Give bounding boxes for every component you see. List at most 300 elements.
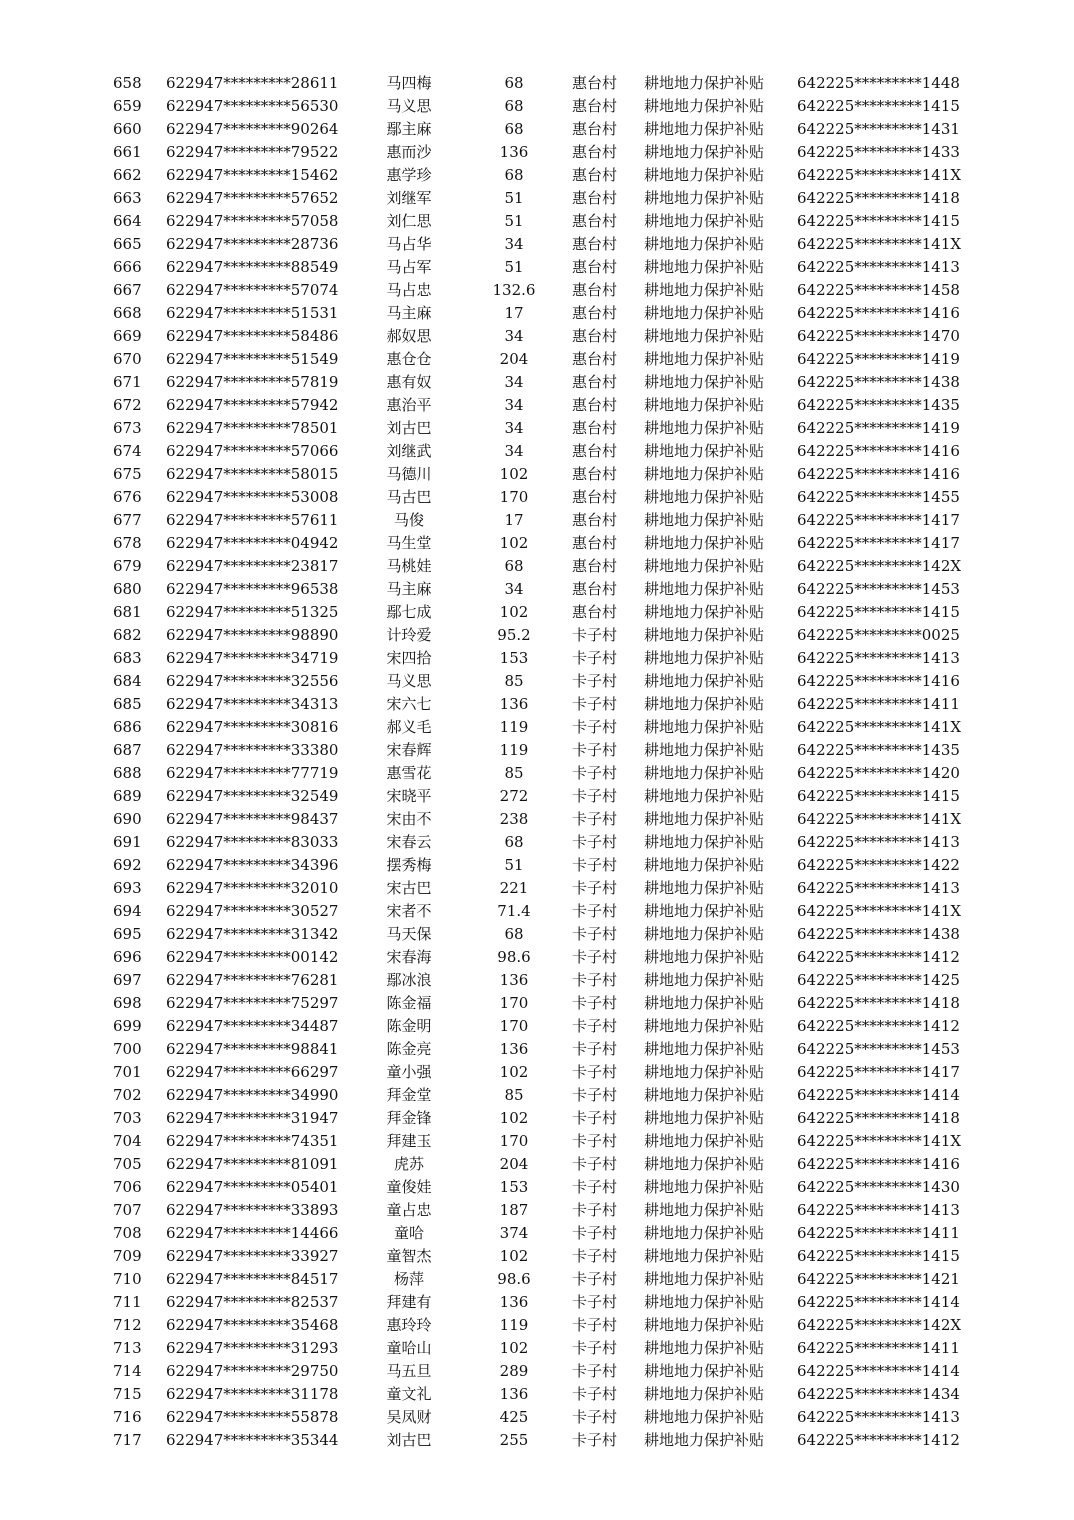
- bank-card-number: 622947*********57074: [166, 281, 339, 299]
- subsidy-amount: 85: [504, 764, 524, 782]
- table-row: [0, 992, 1074, 1015]
- table-row: [0, 463, 1074, 486]
- row-number: 705: [113, 1155, 142, 1173]
- subsidy-type: 耕地地力保护补贴: [644, 1247, 765, 1265]
- person-name: 刘继军: [386, 189, 432, 207]
- subsidy-type: 耕地地力保护补贴: [644, 787, 765, 805]
- subsidy-type: 耕地地力保护补贴: [644, 833, 765, 851]
- village-name: 惠台村: [572, 488, 618, 506]
- bank-card-number: 622947*********34396: [166, 856, 339, 874]
- subsidy-amount: 102: [499, 1339, 529, 1357]
- person-name: 陈金明: [386, 1017, 432, 1035]
- bank-card-number: 622947*********30527: [166, 902, 339, 920]
- id-number: 642225*********1418: [797, 994, 960, 1012]
- row-number: 678: [113, 534, 142, 552]
- id-number: 642225*********1422: [797, 856, 960, 874]
- person-name: 马占忠: [386, 281, 432, 299]
- village-name: 卡子村: [572, 1431, 618, 1449]
- village-name: 惠台村: [572, 281, 618, 299]
- table-row: [0, 164, 1074, 187]
- subsidy-type: 耕地地力保护补贴: [644, 1017, 765, 1035]
- bank-card-number: 622947*********34313: [166, 695, 339, 713]
- table-row: [0, 233, 1074, 256]
- subsidy-amount: 71.4: [497, 902, 531, 920]
- village-name: 卡子村: [572, 1385, 618, 1403]
- table-row: [0, 854, 1074, 877]
- row-number: 684: [113, 672, 142, 690]
- table-row: [0, 187, 1074, 210]
- person-name: 马生堂: [386, 534, 432, 552]
- person-name: 马义思: [386, 672, 432, 690]
- subsidy-type: 耕地地力保护补贴: [644, 534, 765, 552]
- row-number: 674: [113, 442, 142, 460]
- id-number: 642225*********1430: [797, 1178, 960, 1196]
- table-row: [0, 279, 1074, 302]
- bank-card-number: 622947*********35468: [166, 1316, 339, 1334]
- subsidy-type: 耕地地力保护补贴: [644, 948, 765, 966]
- person-name: 童哈山: [386, 1339, 432, 1357]
- subsidy-amount: 51: [504, 856, 524, 874]
- id-number: 642225*********1434: [797, 1385, 960, 1403]
- id-number: 642225*********142X: [797, 557, 962, 575]
- row-number: 717: [113, 1431, 142, 1449]
- person-name: 马天保: [386, 925, 432, 943]
- table-row: [0, 877, 1074, 900]
- subsidy-type: 耕地地力保护补贴: [644, 1339, 765, 1357]
- bank-card-number: 622947*********29750: [166, 1362, 339, 1380]
- bank-card-number: 622947*********74351: [166, 1132, 339, 1150]
- table-row: [0, 532, 1074, 555]
- id-number: 642225*********1418: [797, 189, 960, 207]
- bank-card-number: 622947*********31178: [166, 1385, 339, 1403]
- person-name: 拜金锋: [386, 1109, 432, 1127]
- row-number: 694: [113, 902, 142, 920]
- subsidy-type: 耕地地力保护补贴: [644, 603, 765, 621]
- bank-card-number: 622947*********51531: [166, 304, 339, 322]
- bank-card-number: 622947*********34990: [166, 1086, 339, 1104]
- table-row: [0, 95, 1074, 118]
- bank-card-number: 622947*********34487: [166, 1017, 339, 1035]
- person-name: 宋由不: [386, 810, 432, 828]
- subsidy-amount: 68: [504, 833, 524, 851]
- village-name: 惠台村: [572, 373, 618, 391]
- village-name: 卡子村: [572, 856, 618, 874]
- subsidy-type: 耕地地力保护补贴: [644, 396, 765, 414]
- subsidy-amount: 68: [504, 166, 524, 184]
- table-row: [0, 647, 1074, 670]
- id-number: 642225*********1415: [797, 603, 960, 621]
- village-name: 卡子村: [572, 925, 618, 943]
- table-row: [0, 1268, 1074, 1291]
- bank-card-number: 622947*********51325: [166, 603, 339, 621]
- subsidy-amount: 136: [499, 1040, 529, 1058]
- row-number: 660: [113, 120, 142, 138]
- village-name: 卡子村: [572, 1247, 618, 1265]
- bank-card-number: 622947*********55878: [166, 1408, 339, 1426]
- bank-card-number: 622947*********33893: [166, 1201, 339, 1219]
- bank-card-number: 622947*********57058: [166, 212, 339, 230]
- subsidy-amount: 102: [499, 1109, 529, 1127]
- person-name: 童哈: [393, 1224, 424, 1242]
- subsidy-type: 耕地地力保护补贴: [644, 764, 765, 782]
- village-name: 惠台村: [572, 143, 618, 161]
- bank-card-number: 622947*********57942: [166, 396, 339, 414]
- table-row: [0, 348, 1074, 371]
- village-name: 卡子村: [572, 971, 618, 989]
- person-name: 马主麻: [386, 304, 432, 322]
- bank-card-number: 622947*********35344: [166, 1431, 339, 1449]
- table-row: [0, 1222, 1074, 1245]
- village-name: 卡子村: [572, 1339, 618, 1357]
- bank-card-number: 622947*********30816: [166, 718, 339, 736]
- subsidy-type: 耕地地力保护补贴: [644, 373, 765, 391]
- row-number: 671: [113, 373, 142, 391]
- village-name: 惠台村: [572, 166, 618, 184]
- table-row: [0, 716, 1074, 739]
- village-name: 惠台村: [572, 212, 618, 230]
- subsidy-amount: 68: [504, 97, 524, 115]
- row-number: 659: [113, 97, 142, 115]
- table-row: [0, 1199, 1074, 1222]
- subsidy-type: 耕地地力保护补贴: [644, 74, 765, 92]
- id-number: 642225*********1411: [797, 695, 960, 713]
- subsidy-amount: 17: [504, 304, 524, 322]
- row-number: 696: [113, 948, 142, 966]
- row-number: 706: [113, 1178, 142, 1196]
- table-row: [0, 1291, 1074, 1314]
- id-number: 642225*********1411: [797, 1339, 960, 1357]
- table-row: [0, 808, 1074, 831]
- subsidy-table: [0, 72, 1074, 1452]
- row-number: 662: [113, 166, 142, 184]
- subsidy-type: 耕地地力保护补贴: [644, 212, 765, 230]
- id-number: 642225*********1414: [797, 1086, 960, 1104]
- bank-card-number: 622947*********66297: [166, 1063, 339, 1081]
- village-name: 卡子村: [572, 1017, 618, 1035]
- subsidy-amount: 85: [504, 1086, 524, 1104]
- subsidy-amount: 221: [499, 879, 529, 897]
- subsidy-amount: 170: [499, 994, 529, 1012]
- bank-card-number: 622947*********88549: [166, 258, 339, 276]
- bank-card-number: 622947*********04942: [166, 534, 339, 552]
- row-number: 702: [113, 1086, 142, 1104]
- subsidy-amount: 34: [504, 235, 524, 253]
- village-name: 惠台村: [572, 465, 618, 483]
- row-number: 697: [113, 971, 142, 989]
- village-name: 卡子村: [572, 902, 618, 920]
- row-number: 670: [113, 350, 142, 368]
- subsidy-type: 耕地地力保护补贴: [644, 120, 765, 138]
- person-name: 宋四拾: [386, 649, 432, 667]
- subsidy-type: 耕地地力保护补贴: [644, 1155, 765, 1173]
- table-row: [0, 486, 1074, 509]
- id-number: 642225*********1415: [797, 97, 960, 115]
- subsidy-type: 耕地地力保护补贴: [644, 1040, 765, 1058]
- table-row: [0, 739, 1074, 762]
- id-number: 642225*********1419: [797, 419, 960, 437]
- person-name: 宋春辉: [386, 741, 432, 759]
- row-number: 714: [113, 1362, 142, 1380]
- subsidy-amount: 98.6: [497, 1270, 531, 1288]
- subsidy-type: 耕地地力保护补贴: [644, 488, 765, 506]
- row-number: 691: [113, 833, 142, 851]
- person-name: 计玲爱: [386, 626, 432, 644]
- bank-card-number: 622947*********83033: [166, 833, 339, 851]
- person-name: 童智杰: [386, 1247, 432, 1265]
- row-number: 668: [113, 304, 142, 322]
- bank-card-number: 622947*********15462: [166, 166, 339, 184]
- village-name: 卡子村: [572, 1362, 618, 1380]
- person-name: 宋春云: [386, 833, 432, 851]
- subsidy-amount: 34: [504, 419, 524, 437]
- row-number: 701: [113, 1063, 142, 1081]
- subsidy-type: 耕地地力保护补贴: [644, 281, 765, 299]
- person-name: 惠而沙: [386, 143, 432, 161]
- village-name: 卡子村: [572, 787, 618, 805]
- subsidy-amount: 187: [499, 1201, 529, 1219]
- subsidy-type: 耕地地力保护补贴: [644, 879, 765, 897]
- table-row: [0, 1337, 1074, 1360]
- person-name: 鄢主麻: [386, 120, 432, 138]
- id-number: 642225*********1412: [797, 1431, 960, 1449]
- row-number: 661: [113, 143, 142, 161]
- person-name: 惠有奴: [386, 373, 432, 391]
- id-number: 642225*********1431: [797, 120, 960, 138]
- row-number: 709: [113, 1247, 142, 1265]
- subsidy-amount: 136: [499, 1293, 529, 1311]
- person-name: 宋者不: [386, 902, 432, 920]
- village-name: 惠台村: [572, 97, 618, 115]
- row-number: 669: [113, 327, 142, 345]
- bank-card-number: 622947*********14466: [166, 1224, 339, 1242]
- person-name: 刘仁思: [386, 212, 432, 230]
- subsidy-amount: 136: [499, 695, 529, 713]
- row-number: 681: [113, 603, 142, 621]
- table-row: [0, 1314, 1074, 1337]
- row-number: 683: [113, 649, 142, 667]
- row-number: 664: [113, 212, 142, 230]
- person-name: 摆秀梅: [386, 856, 432, 874]
- table-row: [0, 417, 1074, 440]
- subsidy-type: 耕地地力保护补贴: [644, 166, 765, 184]
- subsidy-type: 耕地地力保护补贴: [644, 971, 765, 989]
- bank-card-number: 622947*********53008: [166, 488, 339, 506]
- subsidy-type: 耕地地力保护补贴: [644, 327, 765, 345]
- village-name: 卡子村: [572, 1086, 618, 1104]
- village-name: 卡子村: [572, 1293, 618, 1311]
- row-number: 700: [113, 1040, 142, 1058]
- id-number: 642225*********1413: [797, 879, 960, 897]
- subsidy-type: 耕地地力保护补贴: [644, 1178, 765, 1196]
- subsidy-type: 耕地地力保护补贴: [644, 1201, 765, 1219]
- id-number: 642225*********1458: [797, 281, 960, 299]
- person-name: 马主麻: [386, 580, 432, 598]
- bank-card-number: 622947*********98437: [166, 810, 339, 828]
- subsidy-type: 耕地地力保护补贴: [644, 1362, 765, 1380]
- person-name: 童小强: [386, 1063, 432, 1081]
- table-row: [0, 1406, 1074, 1429]
- table-row: [0, 601, 1074, 624]
- village-name: 惠台村: [572, 258, 618, 276]
- table-row: [0, 141, 1074, 164]
- table-row: [0, 210, 1074, 233]
- subsidy-amount: 102: [499, 465, 529, 483]
- subsidy-amount: 119: [499, 718, 529, 736]
- village-name: 惠台村: [572, 603, 618, 621]
- row-number: 666: [113, 258, 142, 276]
- id-number: 642225*********141X: [797, 166, 962, 184]
- table-row: [0, 1130, 1074, 1153]
- person-name: 虎苏: [393, 1155, 424, 1173]
- row-number: 692: [113, 856, 142, 874]
- person-name: 惠治平: [386, 396, 432, 414]
- table-row: [0, 509, 1074, 532]
- row-number: 711: [113, 1293, 142, 1311]
- bank-card-number: 622947*********23817: [166, 557, 339, 575]
- table-row: [0, 302, 1074, 325]
- bank-card-number: 622947*********75297: [166, 994, 339, 1012]
- row-number: 699: [113, 1017, 142, 1035]
- person-name: 郝奴思: [386, 327, 432, 345]
- subsidy-type: 耕地地力保护补贴: [644, 925, 765, 943]
- subsidy-type: 耕地地力保护补贴: [644, 672, 765, 690]
- bank-card-number: 622947*********98841: [166, 1040, 339, 1058]
- id-number: 642225*********1448: [797, 74, 960, 92]
- subsidy-amount: 170: [499, 1017, 529, 1035]
- person-name: 宋晓平: [386, 787, 432, 805]
- village-name: 惠台村: [572, 396, 618, 414]
- village-name: 卡子村: [572, 1155, 618, 1173]
- village-name: 惠台村: [572, 580, 618, 598]
- row-number: 698: [113, 994, 142, 1012]
- person-name: 马四梅: [386, 74, 432, 92]
- id-number: 642225*********1438: [797, 925, 960, 943]
- village-name: 惠台村: [572, 327, 618, 345]
- table-row: [0, 762, 1074, 785]
- bank-card-number: 622947*********57652: [166, 189, 339, 207]
- subsidy-amount: 102: [499, 534, 529, 552]
- subsidy-amount: 136: [499, 971, 529, 989]
- id-number: 642225*********141X: [797, 718, 962, 736]
- bank-card-number: 622947*********82537: [166, 1293, 339, 1311]
- subsidy-type: 耕地地力保护补贴: [644, 1431, 765, 1449]
- person-name: 童占忠: [386, 1201, 432, 1219]
- subsidy-amount: 170: [499, 488, 529, 506]
- table-row: [0, 1429, 1074, 1452]
- id-number: 642225*********1413: [797, 1201, 960, 1219]
- person-name: 吴凤财: [386, 1408, 432, 1426]
- subsidy-amount: 68: [504, 120, 524, 138]
- bank-card-number: 622947*********57066: [166, 442, 339, 460]
- person-name: 马占军: [386, 258, 432, 276]
- subsidy-type: 耕地地力保护补贴: [644, 350, 765, 368]
- row-number: 673: [113, 419, 142, 437]
- row-number: 658: [113, 74, 142, 92]
- id-number: 642225*********1438: [797, 373, 960, 391]
- id-number: 642225*********1416: [797, 672, 960, 690]
- person-name: 宋春海: [386, 948, 432, 966]
- subsidy-type: 耕地地力保护补贴: [644, 695, 765, 713]
- person-name: 陈金亮: [386, 1040, 432, 1058]
- id-number: 642225*********1435: [797, 396, 960, 414]
- id-number: 642225*********1416: [797, 304, 960, 322]
- row-number: 672: [113, 396, 142, 414]
- person-name: 宋古巴: [386, 879, 432, 897]
- subsidy-amount: 102: [499, 1063, 529, 1081]
- subsidy-type: 耕地地力保护补贴: [644, 465, 765, 483]
- subsidy-amount: 51: [504, 189, 524, 207]
- row-number: 713: [113, 1339, 142, 1357]
- bank-card-number: 622947*********90264: [166, 120, 339, 138]
- village-name: 卡子村: [572, 1109, 618, 1127]
- subsidy-amount: 204: [499, 1155, 529, 1173]
- bank-card-number: 622947*********76281: [166, 971, 339, 989]
- village-name: 卡子村: [572, 1132, 618, 1150]
- id-number: 642225*********1415: [797, 212, 960, 230]
- village-name: 惠台村: [572, 304, 618, 322]
- village-name: 卡子村: [572, 879, 618, 897]
- bank-card-number: 622947*********57819: [166, 373, 339, 391]
- subsidy-type: 耕地地力保护补贴: [644, 626, 765, 644]
- bank-card-number: 622947*********79522: [166, 143, 339, 161]
- person-name: 拜建玉: [386, 1132, 432, 1150]
- subsidy-type: 耕地地力保护补贴: [644, 419, 765, 437]
- subsidy-amount: 289: [499, 1362, 529, 1380]
- subsidy-type: 耕地地力保护补贴: [644, 718, 765, 736]
- id-number: 642225*********141X: [797, 1132, 962, 1150]
- row-number: 710: [113, 1270, 142, 1288]
- subsidy-type: 耕地地力保护补贴: [644, 856, 765, 874]
- bank-card-number: 622947*********28611: [166, 74, 339, 92]
- subsidy-amount: 34: [504, 396, 524, 414]
- row-number: 676: [113, 488, 142, 506]
- bank-card-number: 622947*********78501: [166, 419, 339, 437]
- id-number: 642225*********1418: [797, 1109, 960, 1127]
- table-row: [0, 946, 1074, 969]
- bank-card-number: 622947*********32556: [166, 672, 339, 690]
- id-number: 642225*********0025: [797, 626, 960, 644]
- bank-card-number: 622947*********58486: [166, 327, 339, 345]
- id-number: 642225*********1421: [797, 1270, 960, 1288]
- row-number: 665: [113, 235, 142, 253]
- subsidy-amount: 51: [504, 258, 524, 276]
- subsidy-amount: 34: [504, 373, 524, 391]
- village-name: 卡子村: [572, 1224, 618, 1242]
- village-name: 卡子村: [572, 833, 618, 851]
- bank-card-number: 622947*********32549: [166, 787, 339, 805]
- subsidy-type: 耕地地力保护补贴: [644, 1132, 765, 1150]
- table-row: [0, 1107, 1074, 1130]
- subsidy-type: 耕地地力保护补贴: [644, 810, 765, 828]
- id-number: 642225*********1435: [797, 741, 960, 759]
- id-number: 642225*********1470: [797, 327, 960, 345]
- village-name: 卡子村: [572, 764, 618, 782]
- village-name: 卡子村: [572, 1408, 618, 1426]
- person-name: 惠学珍: [386, 166, 432, 184]
- person-name: 郝义毛: [386, 718, 432, 736]
- table-row: [0, 72, 1074, 95]
- subsidy-type: 耕地地力保护补贴: [644, 649, 765, 667]
- village-name: 卡子村: [572, 695, 618, 713]
- subsidy-type: 耕地地力保护补贴: [644, 143, 765, 161]
- bank-card-number: 622947*********96538: [166, 580, 339, 598]
- subsidy-type: 耕地地力保护补贴: [644, 557, 765, 575]
- id-number: 642225*********1416: [797, 1155, 960, 1173]
- person-name: 马俊: [393, 511, 424, 529]
- person-name: 杨萍: [393, 1270, 424, 1288]
- id-number: 642225*********1417: [797, 534, 960, 552]
- row-number: 686: [113, 718, 142, 736]
